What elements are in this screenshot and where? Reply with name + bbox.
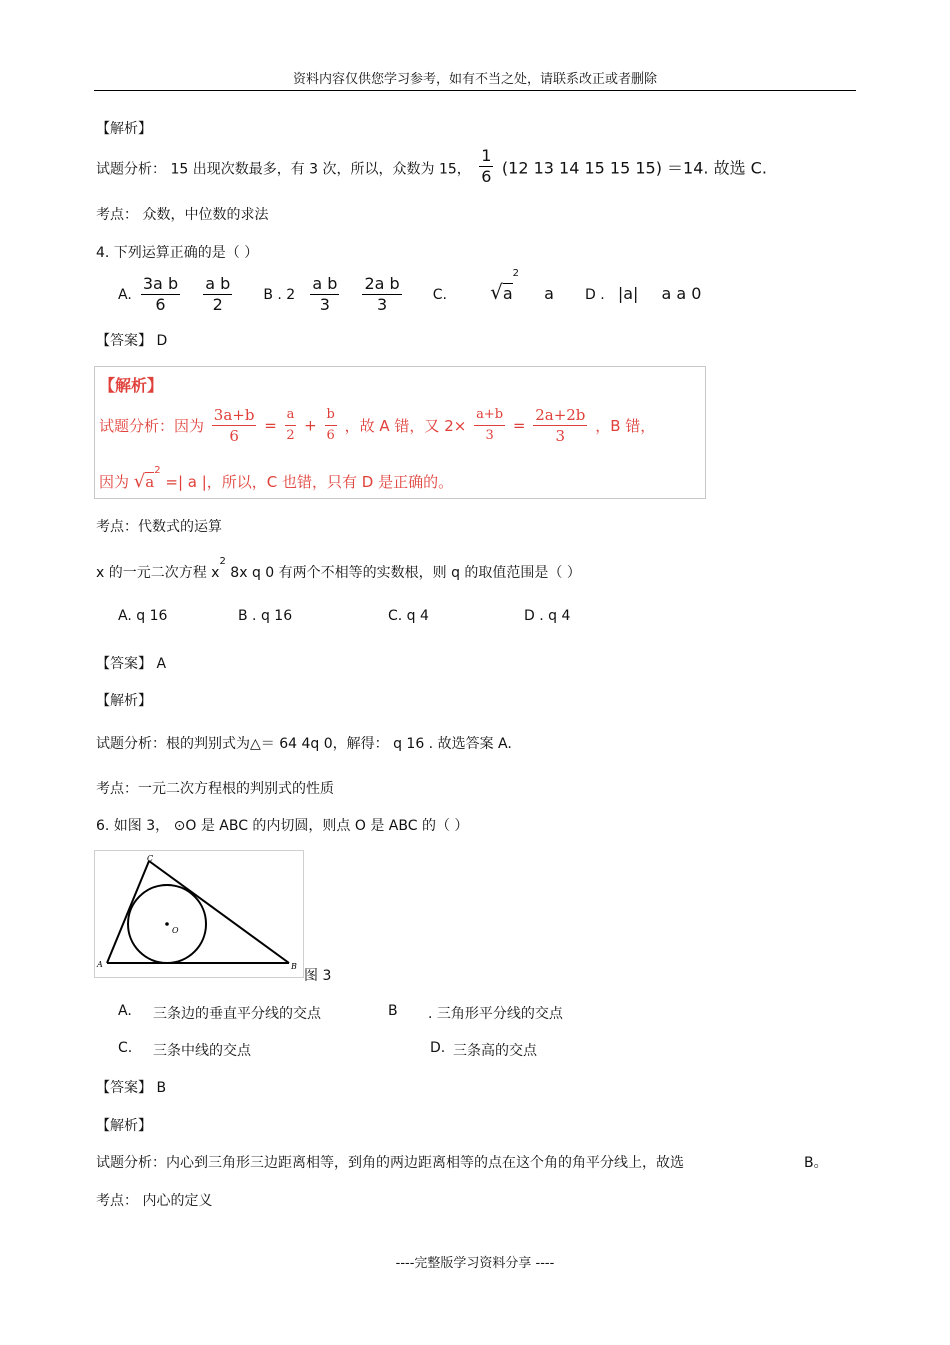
q3-frac-denominator: 6 <box>481 167 492 186</box>
incircle-triangle-diagram <box>95 851 303 977</box>
q5-answer: 【答案】 A <box>96 656 167 672</box>
q4-red-line2 <box>99 465 454 492</box>
q4-optC-radicand: a <box>502 284 513 303</box>
q4-optD-label: D . <box>585 287 605 303</box>
q4-optA-frac2 <box>203 274 232 315</box>
q4-red-title: 【解析】 <box>99 376 164 395</box>
q4-red-frac3-num: b <box>325 405 337 426</box>
q4-optC-expr <box>490 268 559 304</box>
q4-optD-expr <box>618 284 702 303</box>
q5-optA: A. q 16 <box>118 608 168 624</box>
q4-red-l2-a: 因为 <box>99 473 130 491</box>
q4-options <box>118 268 702 315</box>
q4-optB-frac1 <box>310 274 339 315</box>
q6-optA: 三条边的垂直平分线的交点 <box>153 1006 321 1022</box>
q4-solution-image <box>94 366 706 499</box>
page-header: 资料内容仅供您学习参考，如有不当之处，请联系改正或者删除 <box>292 72 657 87</box>
q4-optA-label: A. <box>118 287 132 303</box>
q4-stem: 4. 下列运算正确的是（ ） <box>96 245 259 261</box>
q4-red-frac3-den: 6 <box>326 428 335 443</box>
q4-red-frac4-den: 3 <box>485 428 494 443</box>
q4-red-l2-sup: 2 <box>154 465 161 476</box>
q4-optC-label: C. <box>432 287 448 303</box>
q4-optB-label: B . 2 <box>263 287 296 303</box>
q4-red-frac5-den: 3 <box>555 427 566 445</box>
q6-figure <box>94 850 304 978</box>
q6-optA-label: A. <box>118 1003 132 1019</box>
q4-red-frac3 <box>325 405 337 446</box>
q6-optD-label: D. <box>430 1040 446 1056</box>
q4-optA-frac1-num: 3a b <box>142 274 179 293</box>
q5-analysis: 试题分析：根的判别式为△＝ 64 4q 0，解得： q 16 . 故选答案 A. <box>96 736 512 752</box>
q4-optD-tail: a a 0 <box>661 284 702 303</box>
q4-red-frac4-num: a+b <box>474 405 505 426</box>
q5-optD: D . q 4 <box>524 608 571 624</box>
q4-red-frac2 <box>285 405 297 446</box>
q4-answer: 【答案】 D <box>96 333 168 349</box>
q3-analysis <box>96 146 767 187</box>
q4-red-l2-rad: a <box>145 473 155 491</box>
q4-red-frac1-den: 6 <box>229 427 239 445</box>
incircle-center-dot <box>165 922 169 926</box>
vertex-a-label: A <box>97 960 103 969</box>
q6-fig-caption: 图 3 <box>304 968 332 984</box>
q5-stem-b: 8x q 0 有两个不相等的实数根，则 q 的取值范围是（ ） <box>225 565 581 581</box>
q4-optD-abs: a <box>623 284 634 303</box>
q5-stem-a: x 的一元二次方程 x <box>96 565 220 581</box>
q4-red-frac5 <box>533 405 587 446</box>
q4-red-l1-a: 试题分析：因为 <box>99 417 205 435</box>
abs-bar-icon: | <box>617 284 624 303</box>
q3-jiexi-label: 【解析】 <box>96 121 152 137</box>
q4-kaodian: 考点：代数式的运算 <box>96 519 222 535</box>
q6-stem: 6. 如图 3， ⊙O 是 ABC 的内切圆，则点 O 是 ABC 的（ ） <box>96 818 469 834</box>
q5-optB: B . q 16 <box>238 608 293 624</box>
q5-stem <box>96 556 581 582</box>
q6-analysis: 试题分析：内心到三角形三边距离相等，到角的两边距离相等的点在这个角的角平分线上，故选 <box>96 1155 684 1171</box>
q4-red-frac5-num: 2a+2b <box>535 406 586 424</box>
red-sqrt-icon: √ <box>133 471 146 492</box>
header-rule <box>94 90 856 91</box>
q6-optB: . 三角形平分线的交点 <box>428 1006 563 1022</box>
q4-red-frac1-num: 3a+b <box>213 406 255 424</box>
q5-stem-sup: 2 <box>219 556 226 567</box>
q4-optA-frac2-num: a b <box>205 274 231 293</box>
q6-optC: 三条中线的交点 <box>153 1043 251 1059</box>
abs-bar-icon: | <box>633 284 639 303</box>
q6-answer: 【答案】 B <box>96 1080 167 1096</box>
q3-analysis-suffix: (12 13 14 15 15 15) ＝14. 故选 C. <box>501 158 767 178</box>
q4-red-frac2-num: a <box>285 405 297 426</box>
triangle-side-ac <box>107 861 149 963</box>
q4-optC-sup: 2 <box>512 268 520 279</box>
q5-optC: C. q 4 <box>388 608 429 624</box>
q3-frac-numerator: 1 <box>481 146 492 165</box>
q4-red-l1-c: ，B 错， <box>595 417 656 435</box>
triangle-side-cb <box>149 861 289 963</box>
center-o-label: O <box>172 926 179 935</box>
q6-jiexi-label: 【解析】 <box>96 1118 152 1134</box>
q4-optB-frac2-num: 2a b <box>364 274 400 293</box>
vertex-b-label: B <box>291 962 297 971</box>
q6-optD: 三条高的交点 <box>453 1043 537 1059</box>
q4-optC-tail: a <box>544 284 554 303</box>
q3-kaodian: 考点： 众数，中位数的求法 <box>96 207 269 223</box>
q4-red-plus: + <box>304 416 317 435</box>
q4-optA-frac2-den: 2 <box>212 295 223 314</box>
q4-optB-frac2-den: 3 <box>376 295 388 314</box>
q6-optC-label: C. <box>118 1040 133 1056</box>
q4-red-line1 <box>99 405 655 446</box>
q4-red-frac1 <box>212 405 257 446</box>
q4-optA-frac1-den: 6 <box>155 295 166 314</box>
q4-optB-frac2 <box>362 274 401 315</box>
q4-red-l1-b: ，故 A 错，又 2× <box>344 417 467 435</box>
q4-optA-frac1 <box>141 274 180 315</box>
q5-kaodian: 考点：一元二次方程根的判别式的性质 <box>96 781 334 797</box>
q6-kaodian: 考点： 内心的定义 <box>96 1193 213 1209</box>
q3-analysis-prefix: 试题分析： 15 出现次数最多，有 3 次，所以，众数为 15， <box>96 161 471 178</box>
q4-red-l2-b: =| a |，所以，C 也错，只有 D 是正确的。 <box>165 473 454 491</box>
q4-red-frac2-den: 2 <box>286 428 295 443</box>
q4-red-eq1: = <box>264 416 277 435</box>
q4-red-frac4 <box>474 405 505 446</box>
vertex-c-label: C <box>147 854 154 863</box>
q4-red-eq2: = <box>512 416 526 435</box>
q4-optB-frac1-num: a b <box>312 274 338 293</box>
q6-analysis-end: B。 <box>804 1155 828 1171</box>
q3-fraction <box>479 146 493 187</box>
page-footer: ----完整版学习资料分享 ---- <box>395 1256 555 1271</box>
q6-optB-label: B <box>388 1003 398 1019</box>
q4-optB-frac1-den: 3 <box>319 295 330 314</box>
sqrt-icon: √ <box>490 280 503 304</box>
q5-jiexi-label: 【解析】 <box>96 693 152 709</box>
